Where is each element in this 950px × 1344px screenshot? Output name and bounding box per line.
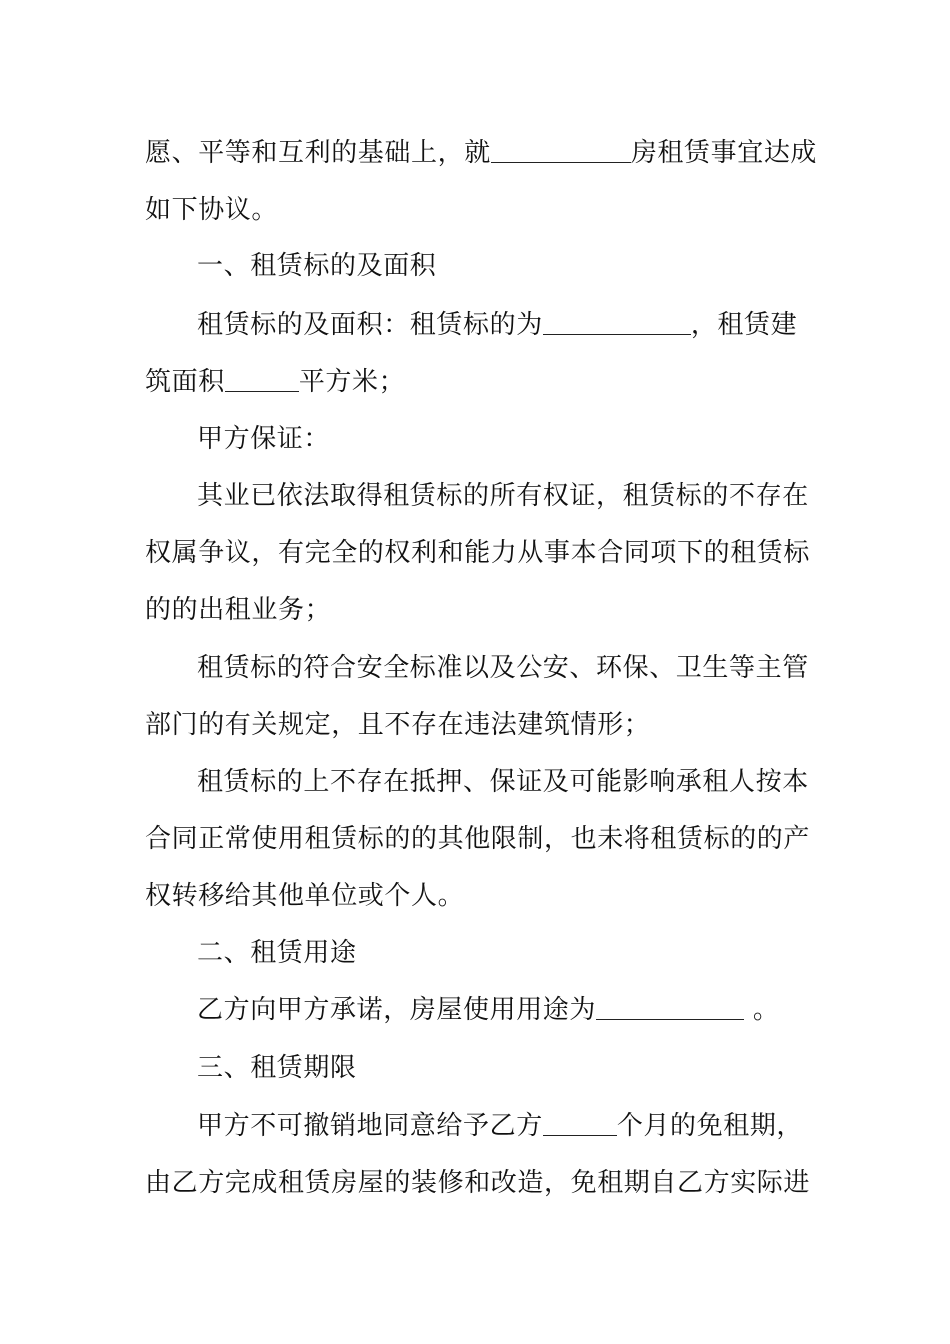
text-line: 其业已依法取得租赁标的所有权证，租赁标的不存在 (197, 481, 809, 511)
text-line: 甲方保证： (197, 424, 331, 454)
text-segment: 平方米； (298, 367, 406, 397)
text-line (197, 990, 807, 1030)
text-line: 如下协议。 (145, 195, 279, 225)
fill-in-blank (225, 365, 299, 392)
text-line: 部门的有关规定，且不存在违法建筑情形； (145, 710, 651, 740)
section-heading: 二、租赁用途 (197, 938, 357, 968)
text-line: 的的出租业务； (145, 595, 332, 625)
text-segment: 房租赁事宜达成 (630, 138, 818, 168)
text-segment: 甲方不可撤销地同意给予乙方 (197, 1111, 543, 1141)
text-segment: ，租赁建 (690, 310, 798, 340)
fill-in-blank (543, 1109, 617, 1136)
text-segment: 乙方向甲方承诺，房屋使用用途为 (197, 995, 597, 1025)
text-line: 合同正常使用租赁标的的其他限制，也未将租赁标的的产 (145, 824, 811, 854)
text-segment: 愿、平等和互利的基础上，就 (145, 138, 491, 168)
fill-in-blank (543, 308, 691, 335)
text-segment: 。 (744, 995, 780, 1025)
text-line (145, 133, 818, 173)
text-line (197, 1106, 807, 1146)
fill-in-blank (596, 993, 744, 1020)
text-line: 租赁标的上不存在抵押、保证及可能影响承租人按本 (197, 767, 809, 797)
text-segment: 租赁标的及面积：租赁标的为 (197, 310, 543, 340)
text-line: 权转移给其他单位或个人。 (145, 881, 465, 911)
text-line: 由乙方完成租赁房屋的装修和改造，免租期自乙方实际进 (145, 1168, 811, 1198)
text-line (145, 362, 807, 402)
text-line (197, 305, 807, 345)
section-heading: 一、租赁标的及面积 (197, 251, 437, 281)
section-heading: 三、租赁期限 (197, 1053, 357, 1083)
text-segment: 筑面积 (145, 367, 225, 397)
text-line: 租赁标的符合安全标准以及公安、环保、卫生等主管 (197, 653, 809, 683)
text-segment: 个月的免租期， (616, 1111, 804, 1141)
fill-in-blank (491, 136, 631, 163)
text-line: 权属争议，有完全的权利和能力从事本合同项下的租赁标 (145, 538, 811, 568)
